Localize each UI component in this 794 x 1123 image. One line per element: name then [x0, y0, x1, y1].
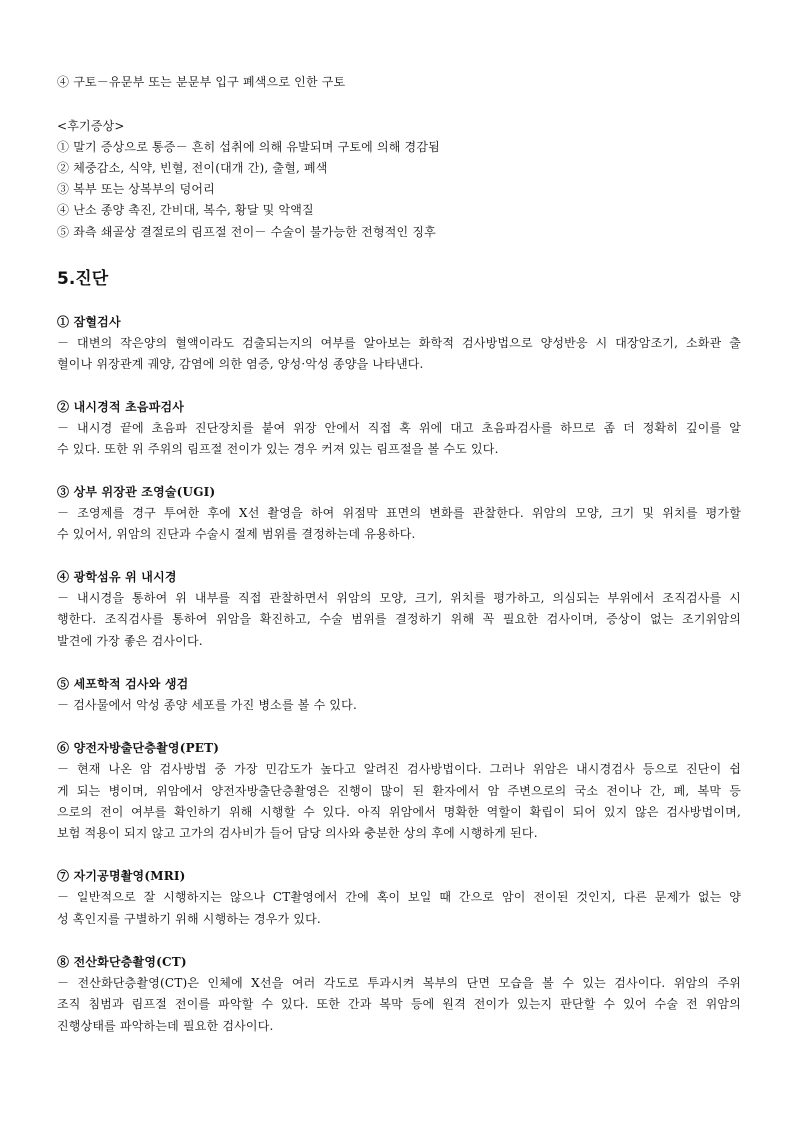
diagnosis-text: 혈이나 위장관계 궤양, 감염에 의한 염증, 양성·악성 종양을 나타낸다. — [57, 357, 424, 371]
diagnosis-text: 게 되는 병이며, 위암에서 양전자방출단층촬영은 진행이 많이 된 환자에서 암 주변으로의 국소 전이나 간, 폐, 복막 등 — [57, 784, 741, 798]
diagnosis-text: 진행상태를 파악하는데 필요한 검사이다. — [57, 1019, 274, 1033]
diagnosis-text: － 일반적으로 잘 시행하지는 않으나 CT촬영에서 간에 혹이 보일 때 간으로 암이 전이된 것인지, 다른 문제가 없는 양 — [57, 890, 741, 904]
late-symptom-item: ④ 난소 종양 촉진, 간비대, 복수, 황달 및 악액질 — [57, 203, 314, 217]
late-symptom-item: ③ 복부 또는 상복부의 덩어리 — [57, 182, 215, 196]
late-symptom-item: ① 말기 증상으로 통증－ 흔히 섭취에 의해 유발되며 구토에 의해 경감됨 — [57, 140, 440, 154]
section-title: 5.진단 — [57, 269, 109, 289]
diagnosis-text: 성 혹인지를 구별하기 위해 시행하는 경우가 있다. — [57, 912, 321, 926]
diagnosis-text: － 조영제를 경구 투여한 후에 X선 촬영을 하여 위점막 표면의 변화를 관찰한다. 위암의 모양, 크기 및 위치를 평가할 — [57, 506, 741, 520]
diagnosis-text: 조직 침범과 림프절 전이를 파악할 수 있다. 또한 간과 복막 등에 원격 전이가 있는지 판단할 수 있어 수술 전 위암의 — [57, 997, 741, 1011]
diagnosis-text: － 내시경 끝에 초음파 진단장치를 붙여 위장 안에서 직접 혹 위에 대고 초음파검사를 하므로 좀 더 정확히 깊이를 알 — [57, 421, 741, 435]
diagnosis-text: － 전산화단층촬영(CT)은 인체에 X선을 여러 각도로 투과시켜 복부의 단면 모습을 볼 수 있는 검사이다. 위암의 주위 — [57, 976, 741, 990]
diagnosis-text: － 현재 나온 암 검사방법 중 가장 민감도가 높다고 알려진 검사방법이다. 그러나 위암은 내시경검사 등으로 진단이 쉽 — [57, 762, 741, 776]
diagnosis-title: ② 내시경적 초음파검사 — [57, 400, 185, 414]
late-symptom-item: ⑤ 좌측 쇄골상 결절로의 림프절 전이－ 수술이 불가능한 전형적인 징후 — [57, 225, 436, 239]
diagnosis-title: ③ 상부 위장관 조영술(UGI) — [57, 485, 216, 499]
diagnosis-text: 수 있어서, 위암의 진단과 수술시 절제 범위를 결정하는데 유용하다. — [57, 527, 416, 541]
late-symptoms-heading: <후기증상> — [57, 119, 125, 133]
diagnosis-text: － 검사물에서 악성 종양 세포를 가진 병소를 볼 수 있다. — [57, 698, 357, 712]
late-symptom-item: ② 체중감소, 식약, 빈혈, 전이(대개 간), 출혈, 폐색 — [57, 161, 328, 175]
diagnosis-title: ④ 광학섬유 위 내시경 — [57, 570, 177, 584]
diagnosis-text: 행한다. 조직검사를 통하여 위암을 확진하고, 수술 범위를 결정하기 위해 꼭 필요한 검사이며, 증상이 없는 조기위암의 — [57, 612, 741, 626]
diagnosis-text: 으로의 전이 여부를 확인하기 위해 시행할 수 있다. 아직 위암에서 명확한 역할이 확립이 되어 있지 않은 검사방법이며, — [57, 805, 741, 819]
diagnosis-title: ⑦ 자기공명촬영(MRI) — [57, 869, 186, 883]
diagnosis-title: ⑥ 양전자방출단층촬영(PET) — [57, 741, 220, 755]
diagnosis-text: 수 있다. 또한 위 주위의 림프절 전이가 있는 경우 커져 있는 림프절을 볼 수도 있다. — [57, 442, 499, 456]
diagnosis-title: ⑤ 세포학적 검사와 생검 — [57, 677, 189, 691]
intro-line: ④ 구토－유문부 또는 분문부 입구 폐색으로 인한 구토 — [57, 75, 346, 89]
diagnosis-title: ⑧ 전산화단층촬영(CT) — [57, 955, 187, 969]
diagnosis-text: － 대변의 작은양의 혈액이라도 검출되는지의 여부를 알아보는 화학적 검사방법으로 양성반응 시 대장암조기, 소화관 출 — [57, 336, 741, 350]
diagnosis-text: 발견에 가장 좋은 검사이다. — [57, 634, 203, 648]
diagnosis-title: ① 잠혈검사 — [57, 315, 121, 329]
diagnosis-text: 보험 적용이 되지 않고 고가의 검사비가 들어 담당 의사와 충분한 상의 후에 시행하게 된다. — [57, 826, 538, 840]
diagnosis-text: － 내시경을 통하여 위 내부를 직접 관찰하면서 위암의 모양, 크기, 위치를 평가하고, 의심되는 부위에서 조직검사를 시 — [57, 591, 741, 605]
